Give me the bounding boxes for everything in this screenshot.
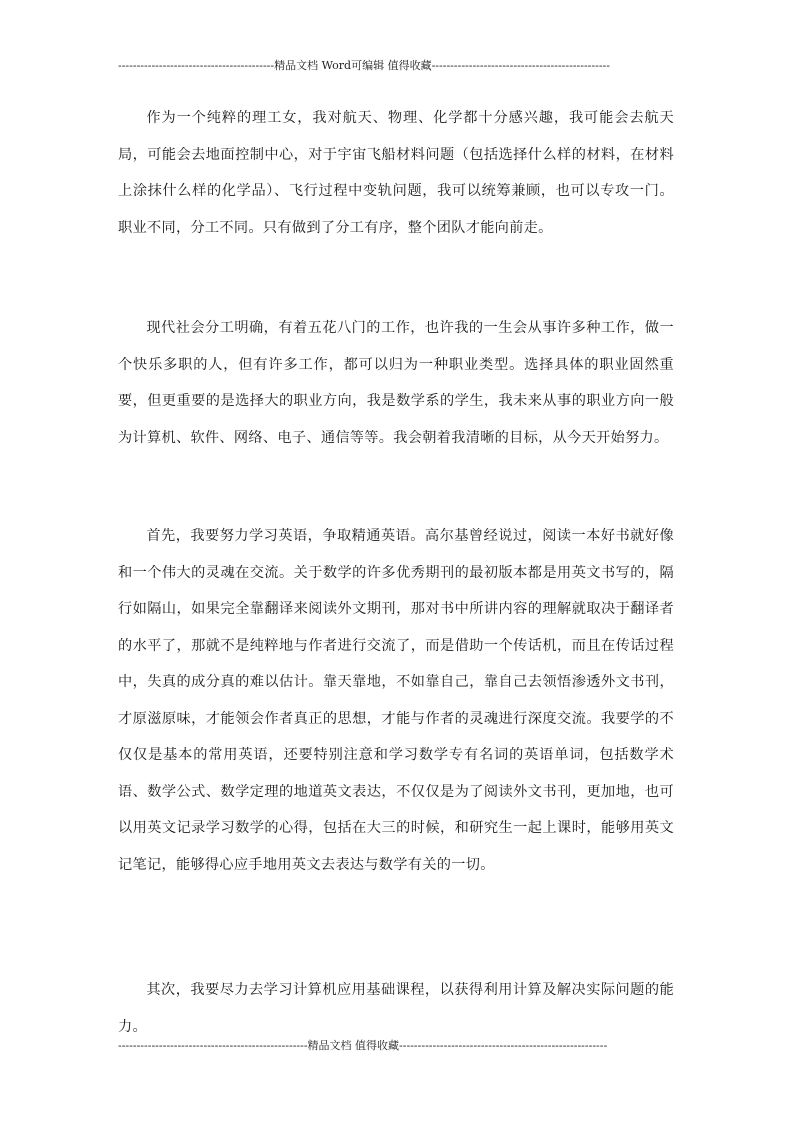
paragraph-3: 首先，我要努力学习英语，争取精通英语。高尔基曾经说过，阅读一本好书就好像和一个伟大的灵魂在交流。关于数学的许多优秀期刊的最初版本都是用英文书写的，隔行如隔山，如果完全靠翻译来阅读外文期刊，那对书中所讲内容的理解就取决于翻译者的水平了，那就不是纯粹地与作者进行交流了，而是借助一个传话机，而且在传话过程中，失真的成分真的难以估计。靠天靠地，不如靠自己，靠自己去领悟渗透外文书刊，才原滋原味，才能领会作者真正的思想，才能与作者的灵魂进行深度交流。我要学的不仅仅是基本的常用英语，还要特别注意和学习数学专有名词的英语单词，包括数学术语、数学公式、数学定理的地道英文表达，不仅仅是为了阅读外文书刊，更加地，也可以用英文记录学习数学的心得，包括在大三的时候，和研究生一起上课时，能够用英文记笔记，能够得心应手地用英文去表达与数学有关的一切。 bbox=[118, 528, 674, 873]
paragraph-2: 现代社会分工明确，有着五花八门的工作，也许我的一生会从事许多种工作，做一个快乐多职的人，但有许多工作，都可以归为一种职业类型。选择具体的职业固然重要，但更重要的是选择大的职业方向，我是数学系的学生，我未来从事的职业方向一般为计算机、软件、网络、电子、通信等等。我会朝着我清晰的目标，从今天开始努力。 bbox=[118, 320, 674, 446]
page-header: ------------------------------------------精品文档 Word可编辑 值得收藏------------------------------------------------ bbox=[118, 59, 610, 72]
page-footer: ---------------------------------------------------精品文档 值得收藏-------------------------------------------------------- bbox=[118, 1039, 608, 1052]
paragraph-4: 其次，我要尽力去学习计算机应用基础课程，以获得利用计算及解决实际问题的能力。 bbox=[118, 982, 674, 1035]
paragraph-1: 作为一个纯粹的理工女，我对航天、物理、化学都十分感兴趣，我可能会去航天局，可能会去地面控制中心，对于宇宙飞船材料问题（包括选择什么样的材料，在材料上涂抹什么样的化学品）、飞行过程中变轨问题，我可以统筹兼顾，也可以专攻一门。职业不同，分工不同。只有做到了分工有序，整个团队才能向前走。 bbox=[118, 110, 674, 236]
